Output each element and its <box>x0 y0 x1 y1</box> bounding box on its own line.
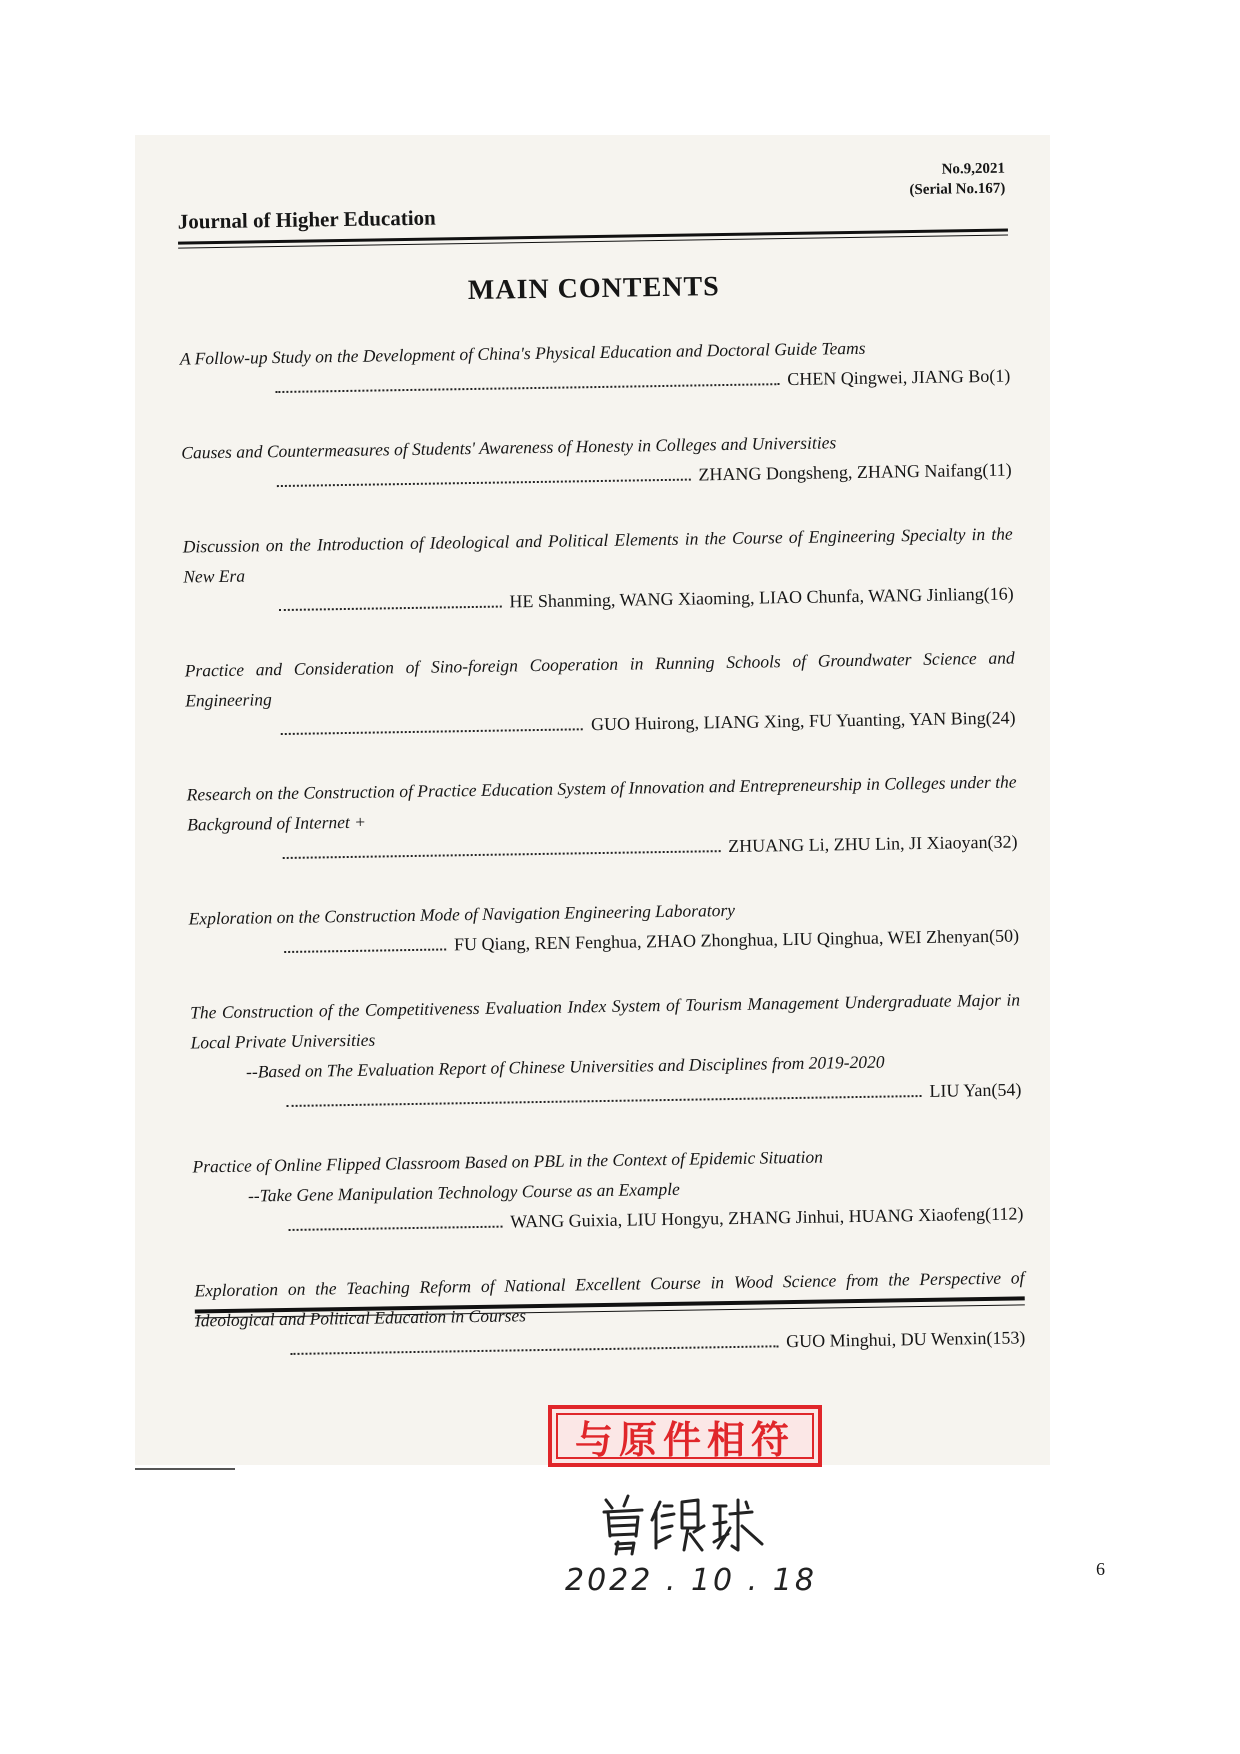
page-number: 6 <box>1096 1559 1105 1579</box>
entry-title: Exploration on the Teaching Reform of National Excellent Course in Wood Science from the Perspective of Ideological and Political Education in Courses <box>194 1267 1025 1331</box>
contents-entry <box>181 425 1012 498</box>
entry-subtitle: --Based on The Evaluation Report of Chinese Universities and Disciplines from 2019-2020 <box>245 1051 885 1082</box>
issue-number: No.9,2021 <box>941 160 1006 178</box>
leader-dots <box>290 1345 778 1355</box>
entry-title: The Construction of the Competitiveness Evaluation Index System of Tourism Management Undergraduate Major in Local Private Universities <box>189 989 1021 1053</box>
contents-entry <box>190 984 1022 1117</box>
handwritten-date: 2022 . 10 . 18 <box>565 1563 817 1598</box>
entry-authors: ZHUANG Li, ZHU Lin, JI Xiaoyan(32) <box>727 831 1018 857</box>
leader-dots <box>287 1095 922 1107</box>
certification-stamp <box>548 1405 822 1467</box>
leader-dots <box>289 1226 503 1231</box>
leader-dots <box>275 383 779 393</box>
entry-authors: GUO Huirong, LIANG Xing, FU Yuanting, YAN Bing(24) <box>590 707 1016 735</box>
entry-title: Exploration on the Construction Mode of Navigation Engineering Laboratory <box>188 899 736 929</box>
leader-dots <box>279 606 502 611</box>
entry-title: Discussion on the Introduction of Ideological and Political Elements in the Course of Engineering Specialty in the New Era <box>182 523 1013 587</box>
entry-authors: FU Qiang, REN Fenghua, ZHAO Zhonghua, LIU Qinghua, WEI Zhenyan(50) <box>453 925 1020 955</box>
contents-list <box>180 331 1026 1400</box>
entry-subtitle: --Take Gene Manipulation Technology Course as an Example <box>247 1178 680 1206</box>
contents-entry <box>183 519 1014 622</box>
entry-authors: HE Shanming, WANG Xiaoming, LIAO Chunfa, WANG Jinliang(16) <box>509 583 1014 612</box>
entry-authors: LIU Yan(54) <box>929 1079 1022 1101</box>
entry-title: Practice and Consideration of Sino-foreign Cooperation in Running Schools of Groundwater Science and Engineering <box>184 647 1015 711</box>
leader-dots <box>277 479 691 487</box>
scanned-page <box>135 135 1050 1465</box>
entry-authors: CHEN Qingwei, JIANG Bo(1) <box>787 365 1011 390</box>
leader-dots <box>284 948 446 953</box>
page-content <box>177 159 1027 1462</box>
contents-entry <box>194 1262 1025 1365</box>
issue-info <box>909 159 1005 201</box>
entry-title: A Follow-up Study on the Development of China's Physical Education and Doctoral Guide Teams <box>179 337 866 369</box>
contents-entry <box>188 890 1019 963</box>
contents-entry <box>185 643 1016 746</box>
entry-title: Causes and Countermeasures of Students' Awareness of Honesty in Colleges and Universities <box>181 432 837 463</box>
entry-title: Practice of Online Flipped Classroom Based on PBL in the Context of Epidemic Situation <box>192 1146 824 1177</box>
entry-authors: WANG Guixia, LIU Hongyu, ZHANG Jinhui, HUANG Xiaofeng(112) <box>510 1203 1024 1232</box>
leader-dots <box>281 728 583 735</box>
serial-number: (Serial No.167) <box>909 180 1006 199</box>
handwritten-signature <box>598 1488 768 1563</box>
page-title: MAIN CONTENTS <box>467 271 720 307</box>
contents-entry <box>186 766 1017 869</box>
journal-name: Journal of Higher Education <box>177 205 436 234</box>
contents-entry <box>180 331 1011 404</box>
stamp-text: 与原件相符 <box>574 1417 795 1462</box>
entry-authors: GUO Minghui, DU Wenxin(153) <box>786 1327 1026 1352</box>
contents-entry <box>192 1138 1023 1241</box>
journal-header <box>177 159 1008 242</box>
entry-authors: ZHANG Dongsheng, ZHANG Naifang(11) <box>698 459 1012 485</box>
entry-title: Research on the Construction of Practice Education System of Innovation and Entrepreneurship in Colleges under the Background of Internet + <box>186 771 1017 835</box>
leader-dots <box>283 850 721 859</box>
scan-edge-line <box>135 1468 235 1470</box>
